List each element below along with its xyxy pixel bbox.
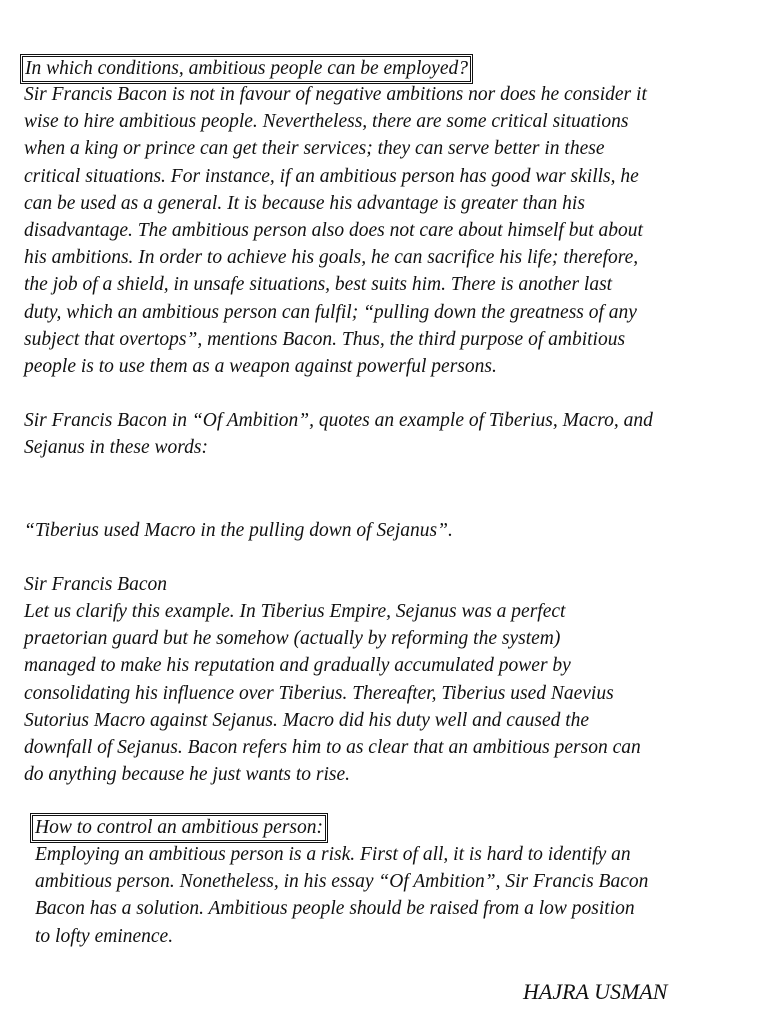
heading-box: In which conditions, ambitious people can be employed? (20, 54, 473, 84)
section-heading-employment (20, 54, 473, 84)
text-line: critical situations. For instance, if an ambitious person has good war skills, he (24, 165, 639, 187)
text-line: when a king or prince can get their services; they can serve better in these (24, 138, 605, 160)
text-line: Sutorius Macro against Sejanus. Macro did his duty well and caused the (24, 709, 590, 731)
quote-attribution (24, 571, 167, 598)
paragraph-employment-conditions (24, 81, 647, 380)
attribution-text: Sir Francis Bacon (24, 574, 167, 595)
text-line: praetorian guard but he somehow (actually by reforming the system) (24, 628, 561, 650)
text-line: Bacon has a solution. Ambitious people should be raised from a low position (35, 898, 635, 920)
text-line: downfall of Sejanus. Bacon refers him to as clear that an ambitious person can (24, 737, 641, 759)
text-line: people is to use them as a weapon against powerful persons. (24, 356, 497, 378)
paragraph-example-explanation (24, 598, 641, 788)
text-line: duty, which an ambitious person can fulfil; “pulling down the greatness of any (24, 301, 637, 323)
text-line: Employing an ambitious person is a risk. First of all, it is hard to identify an (35, 844, 631, 865)
text-line: his ambitions. In order to achieve his goals, he can sacrifice his life; therefore, (24, 247, 639, 269)
text-line: disadvantage. The ambitious person also does not care about himself but about (24, 220, 643, 242)
quote (24, 517, 453, 544)
text-line: Let us clarify this example. In Tiberius Empire, Sejanus was a perfect (24, 601, 566, 622)
text-line: managed to make his reputation and gradually accumulated power by (24, 655, 571, 677)
text-line: wise to hire ambitious people. Nevertheless, there are some critical situations (24, 111, 629, 133)
text-line: Sir Francis Bacon is not in favour of negative ambitions nor does he consider it (24, 84, 647, 105)
paragraph-control (35, 841, 648, 950)
text-line: subject that overtops”, mentions Bacon. Thus, the third purpose of ambitious (24, 328, 626, 350)
text-line: ambitious person. Nonetheless, in his essay “Of Ambition”, Sir Francis Bacon (35, 871, 649, 893)
text-line: do anything because he just wants to rise. (24, 764, 351, 786)
text-line: can be used as a general. It is because his advantage is greater than his (24, 192, 585, 214)
text-line: the job of a shield, in unsafe situations, best suits him. There is another last (24, 274, 613, 296)
text-line: to lofty eminence. (35, 925, 174, 947)
text-line: consolidating his influence over Tiberius. Thereafter, Tiberius used Naevius (24, 682, 614, 704)
heading-box: How to control an ambitious person: (30, 813, 328, 843)
author-signature: HAJRA USMAN (523, 979, 668, 1004)
section-heading-control (30, 813, 328, 843)
text-line: Sir Francis Bacon in “Of Ambition”, quotes an example of Tiberius, Macro, and (24, 410, 653, 431)
quote-text: “Tiberius used Macro in the pulling down of Sejanus”. (24, 520, 453, 541)
text-line: Sejanus in these words: (24, 437, 208, 459)
paragraph-example-intro (24, 407, 653, 461)
